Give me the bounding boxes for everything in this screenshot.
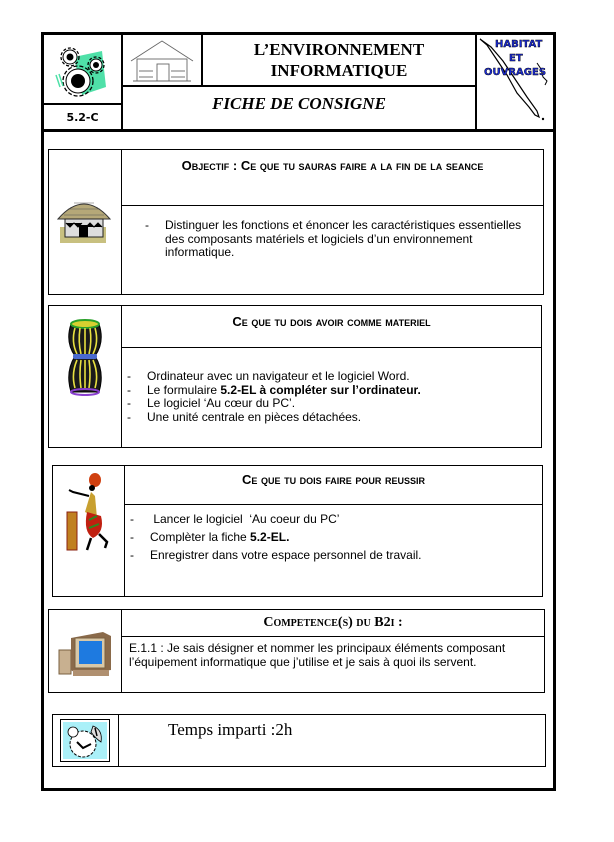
list-item: - Le logiciel ‘Au cœur du PC’. <box>124 397 531 411</box>
materiel-title-text: Ce que tu dois avoir comme materiel <box>232 314 431 329</box>
dancer-icon <box>65 472 115 552</box>
page-subtitle: FICHE DE CONSIGNE <box>121 85 477 132</box>
reussir-title <box>125 466 542 505</box>
list-item: - Distinguer les fonctions et énoncer les caractéristiques essentielles des composants matériels et logiciels d’un environnement informatique. <box>142 219 533 260</box>
computer-icon <box>57 630 113 678</box>
house-icon <box>123 35 201 85</box>
house-cell <box>121 32 203 87</box>
competences-icon-cell <box>49 610 122 692</box>
competences-section <box>48 609 545 693</box>
temps-body <box>119 720 292 740</box>
materiel-title <box>122 306 541 348</box>
reussir-body <box>125 505 542 596</box>
materiel-body <box>122 348 541 447</box>
objectif-list <box>142 219 533 260</box>
objectif-icon-cell <box>49 150 122 294</box>
objectif-title-text: Objectif : Ce que tu sauras faire a la fin de la seance <box>181 158 484 173</box>
objectif-title <box>122 150 543 206</box>
map-cell <box>475 32 556 132</box>
gears-icon <box>44 35 122 103</box>
temps-section <box>52 714 546 767</box>
materiel-icon-cell <box>49 306 122 447</box>
competences-title-b2i: B2i <box>374 615 395 630</box>
map-text-3: OUVRAGES <box>484 67 547 78</box>
reussir-icon-cell <box>53 466 125 596</box>
reussir-list <box>127 510 532 564</box>
list-item: - Lancer le logiciel ‘Au coeur du PC’ <box>127 510 532 528</box>
temps-icon-cell <box>53 715 119 766</box>
competences-title: Competence(s) du B2i : <box>122 610 544 637</box>
materiel-list <box>124 370 531 424</box>
list-item: - Une unité centrale en pièces détachées. <box>124 411 531 425</box>
hut-icon <box>54 193 114 248</box>
drum-icon <box>65 318 105 398</box>
map-text-2: ET <box>509 53 523 64</box>
reussir-section <box>52 465 543 597</box>
title-line-1: L’ENVIRONNEMENT <box>253 40 425 59</box>
list-item: - Enregistrer dans votre espace personnel de travail. <box>127 546 532 564</box>
list-item: - Ordinateur avec un navigateur et le logiciel Word. <box>124 370 531 384</box>
competences-title-prefix: Competence(s) du <box>263 615 375 630</box>
page-title <box>201 32 477 87</box>
objectif-section <box>48 149 544 295</box>
temps-text: Temps imparti :2h <box>168 720 293 739</box>
alarm-clock-icon <box>63 722 107 759</box>
sheet-code: 5.2-C <box>41 103 123 132</box>
title-line-2: INFORMATIQUE <box>270 61 408 80</box>
list-item: - Le formulaire 5.2-EL à compléter sur l’ordinateur. <box>124 384 531 398</box>
reussir-title-text: Ce que tu dois faire pour reussir <box>241 472 426 487</box>
competences-text: E.1.1 : Je sais désigner et nommer les principaux éléments composant l’équipement informatique que j’utilise et je sais à quoi ils servent. <box>129 641 506 669</box>
objectif-body <box>122 206 543 294</box>
competences-body <box>122 637 544 692</box>
logo-cell <box>41 32 123 105</box>
list-item: - Complèter la fiche 5.2-EL. <box>127 528 532 546</box>
map-text-1: HABITAT <box>495 39 543 50</box>
new-caledonia-map-icon <box>477 35 553 129</box>
materiel-section <box>48 305 542 448</box>
clock-frame <box>60 719 110 762</box>
